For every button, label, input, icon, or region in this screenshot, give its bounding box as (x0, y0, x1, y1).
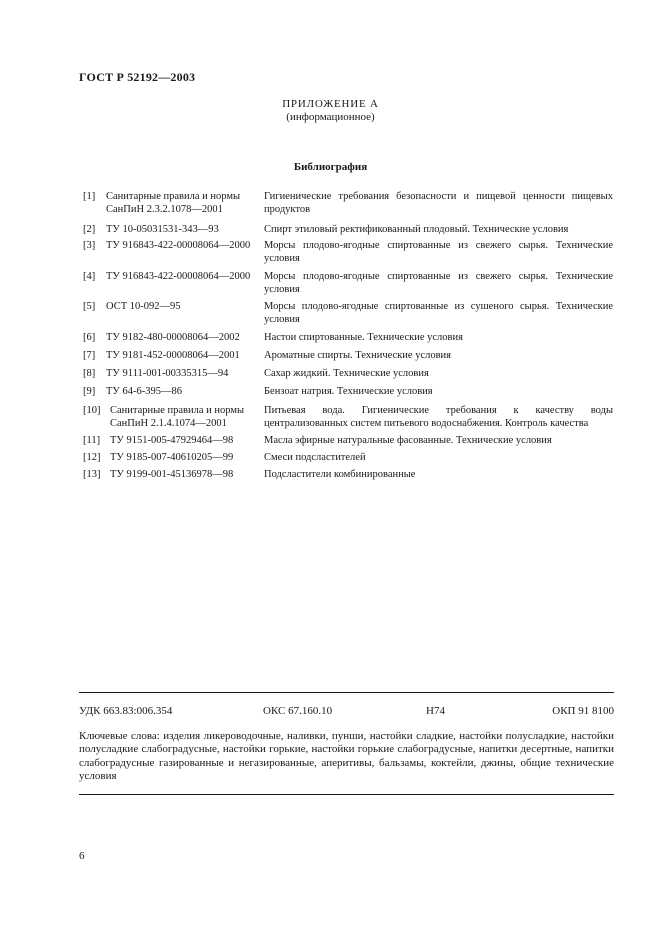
udk-code: УДК 663.83:006.354 (79, 705, 173, 717)
divider-top (79, 692, 614, 693)
entry-source: ТУ 916843-422-00008064—2000 (106, 240, 251, 251)
entry-source: ТУ 9181-452-00008064—2001 (106, 350, 240, 361)
bibliography-entry (83, 332, 613, 350)
classification-line (79, 705, 614, 719)
entry-description: Питьевая вода. Гигиенические требования к качеству воды централизованных систем питьевого водоснабжения. Контроль качества (264, 405, 613, 429)
entry-number: [2] (83, 224, 96, 235)
entry-number: [9] (83, 386, 96, 397)
entry-description: Настои спиртованные. Технические условия (264, 332, 463, 343)
bibliography-entry (83, 469, 613, 486)
entry-source: ТУ 9199-001-45136978—98 (110, 469, 234, 480)
bibliography-entry (83, 191, 613, 224)
oks-code: ОКС 67.160.10 (263, 705, 333, 717)
entry-description: Морсы плодово-ягодные спиртованные из свежего сырья. Технические условия (264, 240, 613, 264)
entry-number: [10] (83, 405, 101, 416)
page-number: 6 (79, 850, 85, 862)
appendix-title: ПРИЛОЖЕНИЕ А (282, 98, 379, 110)
entry-source: ОСТ 10-092—95 (106, 301, 181, 312)
bibliography-list (83, 191, 613, 486)
document-code: ГОСТ Р 52192—2003 (79, 70, 196, 84)
bibliography-entry (83, 301, 613, 332)
bibliography-entry (83, 368, 613, 386)
bibliography-entry (83, 224, 613, 240)
keywords-paragraph: Ключевые слова: изделия ликероводочные, наливки, пунши, настойки сладкие, настойки полусладкие, настойки полусладкие слабоградусные, настойки горькие, настойки горькие слабоградусные, напитки десертные, напитки слабоградусные газированные и негазированные, аперитивы, бальзамы, коктейли, джины, общие технические условия (79, 730, 614, 782)
appendix-header (0, 98, 661, 124)
bibliography-entry (83, 452, 613, 469)
entry-description: Сахар жидкий. Технические условия (264, 368, 429, 379)
bibliography-entry (83, 386, 613, 405)
entry-number: [3] (83, 240, 96, 251)
entry-source: ТУ 9185-007-40610205—99 (110, 452, 234, 463)
okp-code: ОКП 91 8100 (552, 705, 614, 717)
entry-number: [5] (83, 301, 96, 312)
entry-source: ТУ 9182-480-00008064—2002 (106, 332, 240, 343)
entry-number: [1] (83, 191, 96, 202)
entry-number: [6] (83, 332, 96, 343)
divider-bottom (79, 794, 614, 795)
bibliography-entry (83, 435, 613, 452)
bibliography-entry (83, 350, 613, 368)
entry-source: ТУ 64-6-395—86 (106, 386, 182, 397)
entry-description: Спирт этиловый ректификованный плодовый. Технические условия (264, 224, 569, 235)
group-code: Н74 (426, 705, 445, 717)
entry-description: Масла эфирные натуральные фасованные. Технические условия (264, 435, 552, 446)
appendix-subtitle: (информационное) (286, 111, 375, 123)
entry-description: Морсы плодово-ягодные спиртованные из свежего сырья. Технические условия (264, 271, 613, 295)
entry-source: Санитарные правила и нормы СанПиН 2.1.4.1074—2001 (110, 405, 245, 429)
entry-description: Гигиенические требования безопасности и пищевой ценности пищевых продуктов (264, 191, 613, 215)
entry-number: [12] (83, 452, 101, 463)
bibliography-entry (83, 271, 613, 301)
entry-source: ТУ 9111-001-00335315—94 (106, 368, 229, 379)
entry-description: Морсы плодово-ягодные спиртованные из сушеного сырья. Технические условия (264, 301, 613, 325)
entry-number: [7] (83, 350, 96, 361)
entry-source: ТУ 9151-005-47929464—98 (110, 435, 234, 446)
entry-source: Санитарные правила и нормы СанПиН 2.3.2.1078—2001 (106, 191, 241, 215)
entry-number: [13] (83, 469, 101, 480)
entry-number: [8] (83, 368, 96, 379)
entry-description: Ароматные спирты. Технические условия (264, 350, 451, 361)
bibliography-heading: Библиография (293, 161, 368, 173)
bibliography-entry (83, 240, 613, 271)
entry-description: Бензоат натрия. Технические условия (264, 386, 433, 397)
bibliography-entry (83, 405, 613, 435)
entry-description: Смеси подсластителей (264, 452, 366, 463)
entry-source: ТУ 916843-422-00008064—2000 (106, 271, 251, 282)
entry-number: [11] (83, 435, 101, 446)
entry-source: ТУ 10-05031531-343—93 (106, 224, 219, 235)
entry-number: [4] (83, 271, 96, 282)
entry-description: Подсластители комбинированные (264, 469, 416, 480)
